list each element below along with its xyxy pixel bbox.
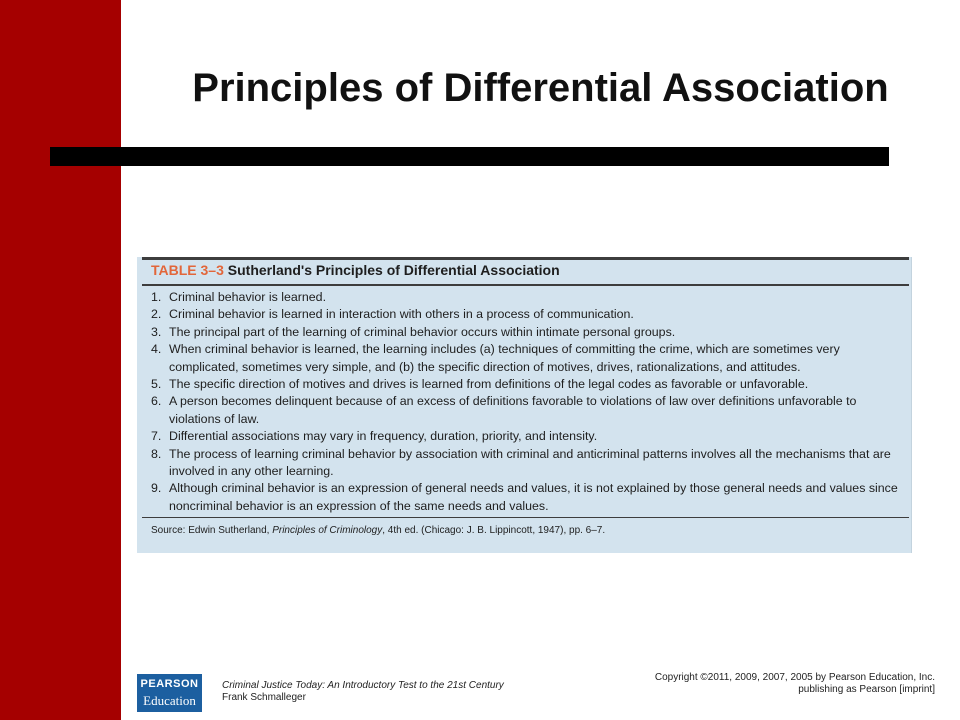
principle-number: 2. — [151, 307, 162, 322]
logo-line-education: Education — [143, 693, 196, 708]
logo-line-pearson: PEARSON — [140, 678, 199, 690]
title-underline-bar — [50, 147, 889, 166]
footer-book-info — [222, 680, 504, 704]
principle-text: A person becomes delinquent because of an excess of definitions favorable to violations of law over definitions unfavorable to violations of law. — [169, 394, 857, 426]
principle-item — [151, 480, 903, 515]
principle-item — [151, 428, 903, 445]
footer-copyright — [655, 672, 935, 696]
principle-text: The specific direction of motives and drives is learned from definitions of the legal codes as favorable or unfavorable. — [169, 377, 809, 392]
principle-number: 8. — [151, 446, 162, 461]
slide-title: Principles of Differential Association — [192, 66, 889, 110]
copyright-line: Copyright ©2011, 2009, 2007, 2005 by Pearson Education, Inc. — [654, 672, 935, 683]
source-suffix: , 4th ed. (Chicago: J. B. Lippincott, 1947), pp. 6–7. — [382, 525, 606, 536]
principle-number: 6. — [151, 394, 162, 409]
principle-number: 1. — [151, 290, 162, 304]
principle-text: The principal part of the learning of criminal behavior occurs within intimate personal groups. — [169, 324, 676, 339]
principle-text: Although criminal behavior is an expression of general needs and values, it is not explained by those general needs and values since noncriminal behavior is an expression of the same needs and values. — [169, 481, 898, 513]
table-header-rule — [142, 284, 909, 286]
source-book-title: Principles of Criminology — [272, 525, 383, 536]
principle-item — [151, 446, 903, 481]
principle-number: 7. — [151, 429, 162, 444]
table-heading: Sutherland's Principles of Differential Association — [227, 262, 560, 278]
principle-item — [151, 376, 903, 393]
principle-text: Criminal behavior is learned. — [169, 290, 327, 304]
principles-list — [151, 289, 903, 515]
principle-item — [151, 324, 903, 341]
table-top-border — [142, 257, 909, 260]
principle-text: Differential associations may vary in frequency, duration, priority, and intensity. — [169, 429, 598, 444]
table-source-note — [151, 525, 605, 536]
table-source-rule — [142, 517, 909, 518]
table-label: TABLE 3–3 — [151, 262, 224, 278]
principle-number: 4. — [151, 342, 162, 357]
footer-book-title: Criminal Justice Today: An Introductory Test to the 21st Century — [222, 680, 504, 691]
pearson-education-logo — [137, 674, 202, 712]
principle-item — [151, 341, 903, 376]
table-header — [151, 262, 560, 278]
principle-number: 5. — [151, 377, 162, 392]
principle-text: The process of learning criminal behavior by association with criminal and anticriminal patterns involves all the mechanisms that are involved in any other learning. — [169, 446, 891, 479]
principle-number: 9. — [151, 481, 162, 496]
footer-author: Frank Schmalleger — [222, 692, 306, 703]
source-prefix: Source: Edwin Sutherland, — [151, 525, 270, 536]
table-figure — [137, 257, 912, 553]
left-accent-bar — [0, 0, 121, 720]
principle-item — [151, 393, 903, 428]
principle-text: Criminal behavior is learned in interaction with others in a process of communication. — [169, 307, 634, 322]
imprint-line: publishing as Pearson [imprint] — [798, 684, 935, 695]
principle-text: When criminal behavior is learned, the learning includes (a) techniques of committing the crime, which are sometimes very complicated, sometimes very simple, and (b) the specific direction of motives, drives, rationalizations, and attitudes. — [169, 342, 840, 374]
principle-item — [151, 289, 903, 306]
principle-number: 3. — [151, 324, 162, 339]
principle-item — [151, 306, 903, 323]
